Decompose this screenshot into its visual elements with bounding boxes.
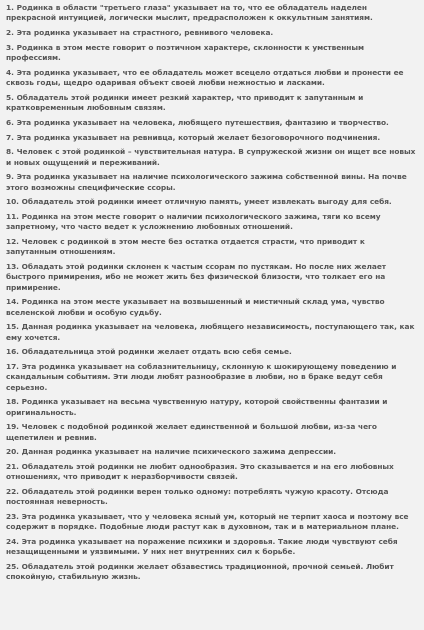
list-item-3: 3. Родинка в этом месте говорит о поэтичном характере, склонности к умственным профессиям. xyxy=(6,42,364,62)
list-item-16: 16. Обладательница этой родинки желает отдать всю себя семье. xyxy=(6,347,292,357)
list-item-12: 12. Человек с родинкой в этом месте без остатка отдается страсти, что приводит к запутанным отношениям. xyxy=(6,237,365,257)
list-item-9: 9. Эта родинка указывает на наличие психологического зажима собственной вины. На почве этого возможны специфические ссоры. xyxy=(6,172,407,192)
list-item-11: 11. Родинка на этом месте говорит о наличии психологического зажима, тяги ко всему запретному, что часто ведет к усложнению любовных отношений. xyxy=(6,212,381,232)
list-item-8: 8. Человек с этой родинкой – чувствительная натура. В супружеской жизни он ищет все новых и новых ощущений и переживаний. xyxy=(6,147,416,167)
list-item-21: 21. Обладатель этой родинки не любит однообразия. Это сказывается и на его любовных отношениях, что приводит к неразборчивости связей. xyxy=(6,462,394,482)
list-item-18: 18. Родинка указывает на весьма чувственную натуру, которой свойственны фантазии и оригинальность. xyxy=(6,397,388,417)
list-item-1: 1. Родинка в области "третьего глаза" указывает на то, что ее обладатель наделен прекрасной интуицией, логически мыслит, предрасположен к оккультным занятиям. xyxy=(6,3,373,23)
list-item-20: 20. Данная родинка указывает на наличие психического зажима депрессии. xyxy=(6,447,336,457)
list-item-17: 17. Эта родинка указывает на соблазнительницу, склонную к шокирующему поведению и скандальным событиям. Эти люди любят разнообразие в любви, но в браке ведут себя серьезно. xyxy=(6,362,397,392)
list-item-2: 2. Эта родинка указывает на страстного, ревнивого человека. xyxy=(6,28,274,37)
list-item-22: 22. Обладатель этой родинки верен только одному: потреблять чужую красоту. Отсюда постоянная неверность. xyxy=(6,487,389,507)
list-item-24: 24. Эта родинка указывает на поражение психики и здоровья. Такие люди чувствуют себя незащищенными и уязвимыми. У них нет внутренних сил к борьбе. xyxy=(6,537,398,557)
list-item-7: 7. Эта родинка указывает на ревнивца, который желает безоговорочного подчинения. xyxy=(6,132,381,142)
list-item-5: 5. Обладатель этой родинки имеет резкий характер, что приводит к запутанным и кратковременным любовным связям. xyxy=(6,92,364,112)
list-item-6: 6. Эта родинка указывает на человека, любящего путешествия, фантазию и творчество. xyxy=(6,117,389,127)
list-item-23: 23. Эта родинка указывает, что у человека ясный ум, который не терпит хаоса и поэтому все содержит в порядке. Подобные люди растут как в духовном, так и в материальном плане. xyxy=(6,512,409,532)
list-item-25: 25. Обладатель этой родинки желает обзавестись традиционной, прочной семьей. Любит спокойную, стабильную жизнь. xyxy=(6,562,394,582)
list-item-13: 13. Обладать этой родинки склонен к частым ссорам по пустякам. Но после них желает быстрого примирения, ибо не может жить без физической близости, что толкает его на примирение. xyxy=(6,262,387,292)
list-item-15: 15. Данная родинка указывает на человека, любящего независимость, поступающего так, как ему хочется. xyxy=(6,322,415,342)
list-item-10: 10. Обладатель этой родинки имеет отличную память, умеет извлекать выгоду для себя. xyxy=(6,197,392,207)
list-item-4: 4. Эта родинка указывает, что ее обладатель может всецело отдаться любви и пронести ее сквозь годы, щедро одаривая объект своей любви нежностью и ласками. xyxy=(6,67,404,87)
list-item-19: 19. Человек с подобной родинкой желает единственной и большой любви, из-за чего щепетилен и ревнив. xyxy=(6,422,377,442)
list-item-14: 14. Родинка на этом месте указывает на возвышенный и мистичный склад ума, чувство вселенской любви и особую судьбу. xyxy=(6,297,385,317)
